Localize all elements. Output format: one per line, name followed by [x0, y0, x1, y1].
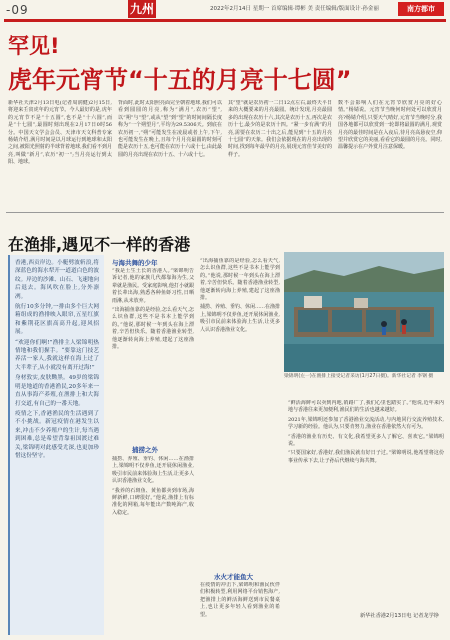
column4-paragraph: 2021年,梁锦明还参加了香港渔业交流活动,与内地同行交流养殖技术,学习新的经验。他认为,只要肯努力,渔业在香港依然大有可为。 — [288, 416, 444, 431]
section3-text — [200, 582, 280, 634]
story2-sidebar — [8, 255, 104, 635]
fishing-raft-photo — [284, 252, 444, 372]
section2-text — [112, 456, 194, 566]
story2-headline: 在渔排,遇见不一样的香港 — [8, 235, 191, 254]
column4-paragraph: “香港的渔业有历史、有文化,我希望更多人了解它、喜欢它。”梁锦明说。 — [288, 433, 444, 448]
section1-paragraph: “出海捕鱼靠的是经验,怎么看天气,怎么识鱼群,这些不是书本上能学到的。”他说,那时候一年到头在海上漂着,辛苦但快乐。随着香港渔业转型,他逐渐转向海上养殖,建起了这座渔排。 — [112, 307, 194, 351]
column4-paragraph: “鲜活海鲜可以卖到内地,销路广了,我们心里也踏实了。”他说,近年来内地与香港往来更加便利,渔民们的生活也越来越好。 — [288, 400, 444, 414]
section1-title: 与海共舞的少年 — [112, 259, 158, 267]
newspaper-logo: 南方都市 — [398, 2, 444, 16]
sidebar-paragraph: 航行10多分钟,一排由多个巨大网箱组成的渔排映入眼帘,五星红旗和紫荆花区旗高高升起,迎风招展。 — [15, 304, 99, 336]
section2-paragraph: 捕捞、养殖、垂钓、休闲……在渔排上,梁锦明不仅养鱼,还开展休闲渔业,吸引市民前来体验海上生活,让更多人认识香港渔业文化。 — [112, 456, 194, 485]
photo-caption: 梁锦明(左一)在渔排上接受记者采访(1月27日摄)。新华社记者 李钢 摄 — [284, 374, 434, 379]
fishing-raft-image — [284, 252, 444, 372]
sidebar-paragraph: 香港,西贡岸边。小艇劈波斩浪,将深蓝色的海水犁开一道道白色的波纹。岸边的沙滩、山石、飞速地向后退去。海风吹在脸上,分外凛冽。 — [15, 260, 99, 300]
issue-info: 2022年2月14日 星期一 首席编辑·谭彬 美 责任编辑/版面设计·孙金丽 — [210, 6, 379, 12]
byline: 新华社香港2月13日电 记者龙学铮 — [360, 613, 439, 619]
story2-column-4 — [288, 400, 444, 600]
story1-column-2: 背面时,此时太阳照亮面完全朝着地球,我们可以看到圆圆的月亮,称为“满月”,农历“望”,以“朔”与“望”,或从“望”到“望”的时间间隔长度称为“一个朔望月”,平均为29.5306天。到底在农历初一,“朔”可能发生在凌晨或者上午,下午,也可能发生在晚上,且每个月月亮最圆的时刻可能是农历十五,也可能在农历十六或十七,由此最圆的月亮出现在农历十五、十六或十七。 — [118, 100, 222, 158]
column4-paragraph: “只要国家好,香港好,我们渔民就有好日子过。”梁锦明说,他希望将这份事业传承下去,让子孙后代继续与海共舞。 — [288, 450, 444, 464]
section1-text — [112, 268, 194, 438]
section1-continued — [200, 258, 280, 558]
sidebar-paragraph: “欢迎你们啊!”渔排主人梁锦明热情地和我们握手。“要靠这门技艺养活一家人,我就这样在海上过了大半辈子,从小就没有离开过海!” — [15, 339, 99, 371]
section2-paragraph: “我养的石斑鱼、黄鱼都卖到市场,海鲜新鲜,口碑很好。”他说,渔排上有标准化的网箱,每年能出产数吨海产,收入稳定。 — [112, 487, 194, 516]
story1-column-3: 其“望”就是农历初一二日12点左右,最终天平日来的大概要来的月亮最圆。统计发现,月亮最圆多的出现在农历十六,其次是农历十五,再次是农历十七,最少的是农历十四。“紧一步有满”的月亮,需要在农历二十出之后,能见到“十五的月亮十七圆”的天象。我们会依据现在的月亮出现的时间,找到每年最早的月亮,展现元宵佳节美好的样子。 — [228, 100, 332, 158]
section1-paragraph: “我是土生土长的香港人。”梁锦明告诉记者,他的家族几代都靠海为生,父辈就是渔民。受家庭影响,他打小就跟着长辈出海,熟悉各种鱼虾习性,日晒雨淋,从未放弃。 — [112, 268, 194, 304]
section-paragraph: “出海捕鱼靠的是经验,怎么看天气,怎么识鱼群,这些不是书本上能学到的。”他说,那时候一年到头在海上漂着,辛苦但快乐。随着香港渔业转型,他逐渐转向海上养殖,建起了这座渔排。 — [200, 258, 280, 302]
section3-title: 水火才能鱼大 — [214, 573, 253, 581]
story1-headline: 虎年元宵节“十五的月亮十七圆” — [8, 66, 352, 94]
section3-paragraph: 在疫情的冲击下,梁锦明和渔民伙伴们积极转型,利用网络平台销售海产,把渔排上的鲜活海鲜送到市民餐桌上,也让更多年轻人看到渔业的希望。 — [200, 582, 280, 618]
section-badge: 九州 — [129, 2, 154, 16]
section-paragraph: 捕捞、养殖、垂钓、休闲……在渔排上,梁锦明不仅养鱼,还开展休闲渔业,吸引市民前来体验海上生活,让更多人认识香港渔业文化。 — [200, 304, 280, 333]
header-rule — [4, 19, 446, 22]
page-number: -09 — [6, 3, 29, 17]
section2-title: 捕捞之外 — [132, 446, 158, 454]
sidebar-paragraph: 疫情之下,香港渔民的生活遇到了不小挑战。新冠疫情在港发生以来,冲击不少养殖户的生计,每当遇到困难,总是希望背靠祖国渡过难关,梁锦明对此感受尤深,也更加珍惜这份坚守。 — [15, 410, 99, 459]
story1-column-1: 新华社天津2月13日电(记者周润健)2月15日,将迎来壬寅虎年的元宵节。今人最好的是,虎年的元宵节不是“十五圆”,也不是“十六圆”,而是“十七圆”,最圆时刻出现在2月17日0时56分。中国天文学会会员、天津市天文科普专家杨婧介绍,满月时间是以月球运行到地球和太阳之间,被阳光照射的半球背着地球,我们看不到月亮,叫做“新月”,农历“初一”;当月亮运行到太阳、地球。 — [8, 100, 112, 166]
sidebar-paragraph: 身材敦实,皮肤黝黑。49岁的梁锦明是地道的香港渔民,20多年来一直从事海产养殖,在渔排上和大海打交道,有自己的一番天地。 — [15, 375, 99, 407]
section-divider — [6, 212, 444, 213]
story1-kicker: 罕见! — [8, 34, 60, 58]
story1-column-4: 数不会影响人们在元宵节欣赏月亮的好心情。”杨婧说。元宵节当晚何时何处可以欣赏月亮?杨婧介绍,只要天气晴好,元宵节当晚时分,我国各地都可以欣赏到一轮即将最圆的满月,观赏月亮的最佳时间是在入夜后,待月亮高悬夜空,仰望并欣赏它的美丽,看看它的最圆的月亮。同时,温馨提示在户外赏月注意保暖。 — [338, 100, 442, 151]
